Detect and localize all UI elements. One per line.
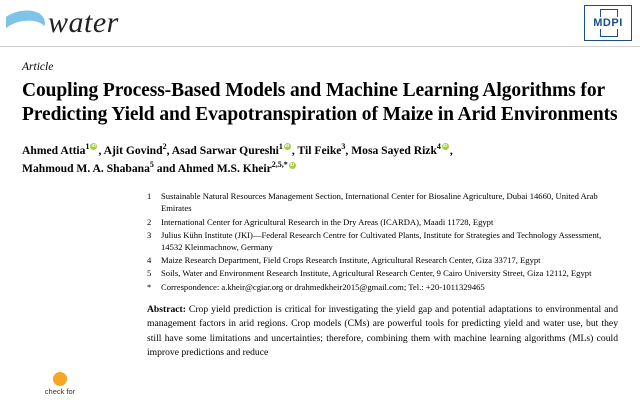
check-for-updates-badge[interactable] <box>14 372 106 396</box>
page-title: Coupling Process-Based Models and Machine Learning Algorithms for Predicting Yield and Evapotranspiration of Maize in Arid Environments <box>22 80 618 125</box>
orcid-icon[interactable] <box>442 143 449 150</box>
check-for-updates-icon <box>53 372 67 386</box>
article-type: Article <box>22 61 54 73</box>
author-name: Ahmed Attia <box>22 143 86 157</box>
author-name: Asad Sarwar Qureshi <box>171 143 279 157</box>
abstract-text: Crop yield prediction is critical for investigating the yield gap and potential adaptations to environmental and management factors in arid regions. Crop models (CMs) are powerful tools for predicting yield and water use, but they still have some limitations and uncertainties; therefore, combining them with machine learning algorithms (MLs) could improve predictions and reduce <box>147 303 618 359</box>
author-name: Ajit Govind <box>103 143 163 157</box>
author-list: Ahmed Attia$^1$ iD , Ajit Govind$^2$, Asad Sarwar Qureshi$^1$ iD , Til Feike$^3$, Mosa Sayed Rizk$^4$ iD , Mahmoud M. A. Shabana$^5$ and Ahmed M.S. Kheir$^{2,5,*}$iD <box>22 141 618 179</box>
affiliation-item <box>147 229 618 253</box>
affiliation-text: Julius Kühn Institute (JKI)—Federal Research Centre for Cultivated Plants, Institute for Strategies and Technology Assessment, 14532 Kleinmachnow, Germany <box>161 229 602 253</box>
abstract-label: Abstract: <box>147 303 186 315</box>
affiliation-list <box>22 190 618 293</box>
abstract <box>22 303 618 361</box>
mdpi-publisher-logo <box>584 5 632 41</box>
author-name: Mosa Sayed Rizk <box>351 143 437 157</box>
journal-name: water <box>48 6 119 39</box>
author-affiliation-marker: 3 <box>341 141 346 151</box>
affiliation-item <box>147 216 618 228</box>
correspondence-text[interactable]: Correspondence: a.kheir@cgiar.org or drahmedkheir2015@gmail.com; Tel.: +20-1011329465 <box>161 281 485 292</box>
check-for-updates-label: check for <box>44 386 76 396</box>
orcid-icon[interactable] <box>289 162 296 169</box>
orcid-icon[interactable] <box>284 143 291 150</box>
author-name: Til Feike <box>297 143 342 157</box>
affiliation-item <box>147 254 618 266</box>
correspondence-item <box>147 281 618 293</box>
affiliation-item <box>147 267 618 279</box>
affiliation-number: 2 <box>147 216 152 227</box>
journal-masthead <box>0 0 640 47</box>
mdpi-label: MDPI <box>593 17 623 29</box>
author-affiliation-marker: 1 <box>278 141 283 151</box>
affiliation-item <box>147 190 618 214</box>
affiliation-number: 5 <box>147 268 152 279</box>
author-affiliation-marker: 4 <box>436 141 441 151</box>
affiliation-text: Soils, Water and Environment Research Institute, Agricultural Research Center, 9 Cairo University Street, Giza 12112, Egypt <box>161 268 592 279</box>
journal-logo <box>6 6 119 40</box>
affiliation-number: 1 <box>147 191 152 202</box>
author-affiliation-marker: 2,5,* <box>271 160 288 170</box>
article-content <box>0 47 640 360</box>
affiliation-number: 3 <box>147 229 152 240</box>
affiliation-text: International Center for Agricultural Research in the Dry Areas (ICARDA), Maadi 11728, Egypt <box>161 216 494 227</box>
author-affiliation-marker: 1 <box>85 141 90 151</box>
author-name: Mahmoud M. A. Shabana <box>22 162 150 176</box>
author-affiliation-marker: 5 <box>149 160 154 170</box>
orcid-icon[interactable] <box>90 143 97 150</box>
correspondence-marker: * <box>147 281 152 292</box>
author-name: Ahmed M.S. Kheir <box>177 162 272 176</box>
affiliation-number: 4 <box>147 255 152 266</box>
affiliation-text: Maize Research Department, Field Crops Research Institute, Agricultural Research Center, Giza 33717, Egypt <box>161 255 541 266</box>
water-wave-logo-icon <box>6 6 46 40</box>
author-affiliation-marker: 2 <box>162 141 167 151</box>
affiliation-text: Sustainable Natural Resources Management Section, International Center for Biosaline Agriculture, Dubai 14660, United Arab Emirates <box>161 191 598 214</box>
